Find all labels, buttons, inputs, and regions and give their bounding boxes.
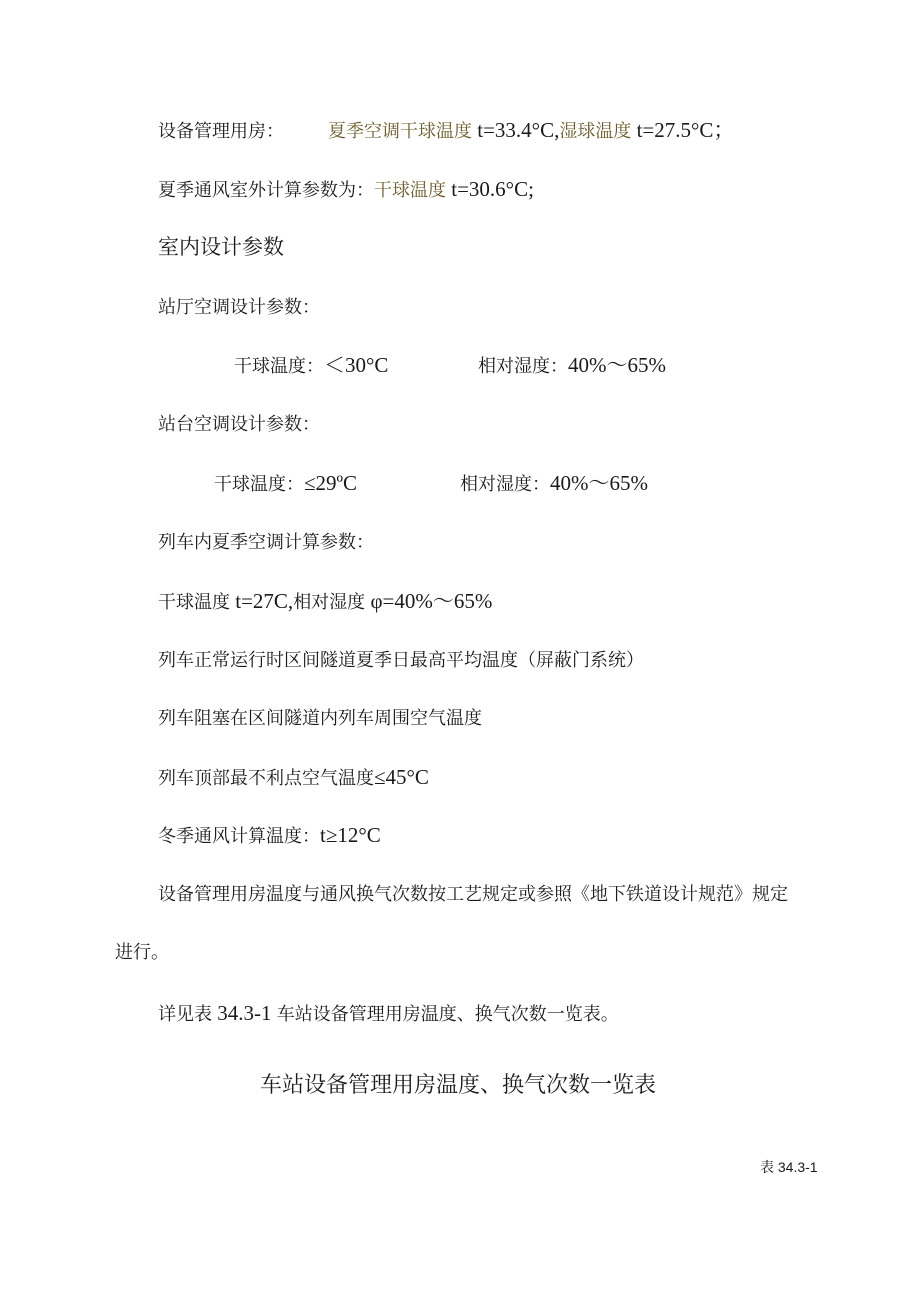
winter-ventilation: [158, 823, 381, 849]
summer-ventilation-label: 夏季通风室外计算参数为：: [158, 180, 374, 201]
station-hall-label: 站厅空调设计参数：: [158, 297, 320, 318]
equipment-room-label: 设备管理用房：: [158, 121, 284, 142]
ventilation-dry-bulb-value: t=30.6°C;: [446, 177, 534, 201]
hall-dry-bulb-value: ＜30°C: [324, 353, 389, 377]
platform-rh-label: 相对湿度：: [460, 474, 550, 495]
train-rh-label: 相对湿度: [293, 592, 366, 613]
train-roof-temperature: [158, 765, 429, 791]
train-dry-bulb-value: t=27C,: [230, 589, 294, 613]
paragraph-line-2: 进行。: [115, 942, 169, 963]
table-reference-prefix: 详见表: [158, 1004, 212, 1025]
winter-ventilation-value: t≥12°C: [320, 823, 381, 847]
summer-ventilation-outdoor-params: [158, 177, 534, 203]
platform-relative-humidity: [460, 471, 648, 497]
hall-dry-bulb-label: 干球温度：: [234, 356, 324, 377]
train-ac-params: [158, 589, 492, 615]
paragraph-line-1: 设备管理用房温度与通风换气次数按工艺规定或参照《地下铁道设计规范》规定: [158, 884, 788, 905]
platform-dry-bulb: [214, 471, 357, 497]
wet-bulb-value: t=27.5°C；: [631, 118, 735, 142]
tunnel-blockage: 列车阻塞在区间隧道内列车周围空气温度: [158, 708, 482, 729]
train-roof-value: ≤45°C: [374, 765, 429, 789]
winter-ventilation-label: 冬季通风计算温度：: [158, 826, 320, 847]
platform-rh-value: 40%～65%: [550, 471, 648, 495]
table-number: 表 34.3-1: [760, 1159, 818, 1175]
tunnel-normal-operation: 列车正常运行时区间隧道夏季日最高平均温度（屏蔽门系统）: [158, 650, 644, 671]
ventilation-dry-bulb-label: 干球温度: [374, 180, 446, 201]
station-hall-relative-humidity: [478, 353, 666, 379]
table-reference-number: 34.3-1: [212, 1001, 277, 1025]
platform-dry-bulb-label: 干球温度：: [214, 474, 304, 495]
section-heading: 室内设计参数: [158, 235, 284, 259]
wet-bulb-label: 湿球温度: [559, 121, 632, 142]
summer-ac-dry-bulb-value: t=33.4°C,: [472, 118, 560, 142]
train-roof-label: 列车顶部最不利点空气温度: [158, 768, 374, 789]
platform-dry-bulb-value: ≤29ºC: [304, 471, 358, 495]
train-ac-label: 列车内夏季空调计算参数：: [158, 532, 374, 553]
summer-ac-dry-bulb-label: 夏季空调干球温度: [328, 121, 472, 142]
table-reference: [158, 1001, 619, 1027]
station-hall-dry-bulb: [234, 353, 388, 379]
hall-rh-label: 相对湿度：: [478, 356, 568, 377]
equipment-room-summer-ac-params: [158, 118, 734, 144]
hall-rh-value: 40%～65%: [568, 353, 666, 377]
platform-label: 站台空调设计参数：: [158, 414, 320, 435]
train-rh-value: φ=40%～65%: [365, 589, 493, 613]
table-reference-text: 车站设备管理用房温度、换气次数一览表。: [276, 1004, 619, 1025]
train-dry-bulb-label: 干球温度: [158, 592, 230, 613]
table-title: 车站设备管理用房温度、换气次数一览表: [260, 1073, 657, 1098]
